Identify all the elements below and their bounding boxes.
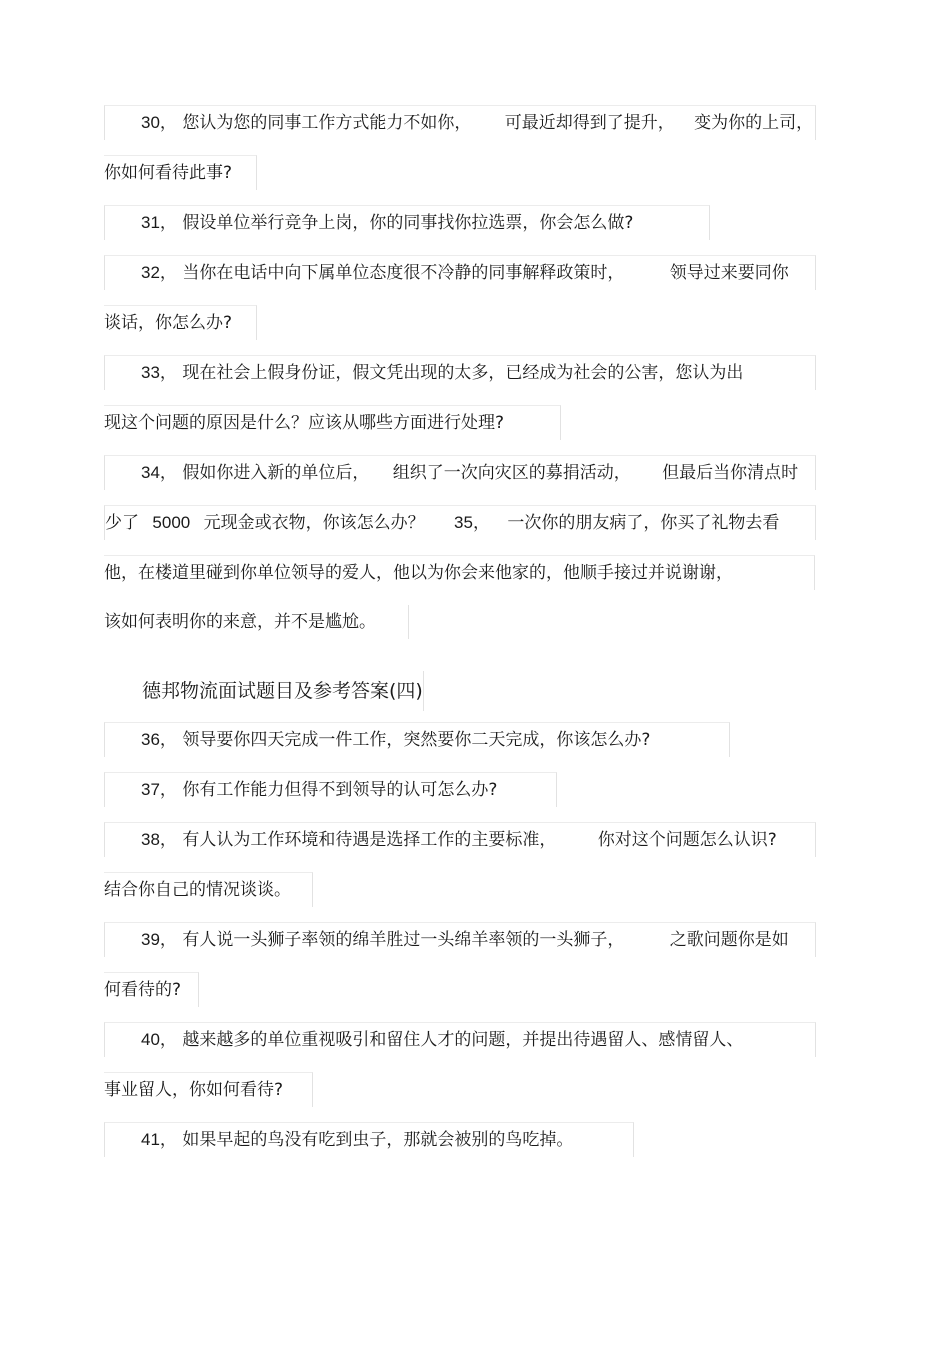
question-text: 您认为您的同事工作方式能力不如你，: [182, 113, 472, 133]
question-34-line-1: [104, 455, 816, 490]
question-text: 有人认为工作环境和待遇是选择工作的主要标准，: [182, 830, 557, 850]
question-number: 41，: [141, 1130, 177, 1149]
question-number: 30，: [141, 113, 177, 132]
question-30-line-1: [104, 105, 816, 140]
section-heading: 德邦物流面试题目及参考答案(四): [104, 671, 424, 711]
question-38-line-1: [104, 822, 816, 857]
question-33-line-1: [104, 355, 816, 390]
question-39-line-1: [104, 922, 816, 957]
question-35-line-2: [104, 555, 815, 590]
question-40-line-2: [104, 1072, 313, 1107]
question-text: 他，在楼道里碰到你单位领导的爱人，他以为你会来他家的，他顺手接过并说谢谢，: [104, 563, 733, 583]
question-text: 组织了一次向灾区的募捐活动，: [392, 463, 631, 483]
question-text: 变为你的上司，: [694, 113, 814, 133]
question-text: 假设单位举行竞争上岗，你的同事找你拉选票，你会怎么做?: [182, 213, 634, 233]
question-text: 何看待的?: [104, 980, 182, 1000]
question-number: 33，: [141, 363, 177, 382]
question-text: 事业留人，你如何看待?: [104, 1080, 284, 1100]
question-text: 你对这个问题怎么认识?: [597, 830, 777, 850]
question-text: 结合你自己的情况谈谈。: [104, 880, 291, 900]
question-34-line-2: [104, 505, 816, 540]
question-text: 该如何表明你的来意，并不是尴尬。: [104, 612, 376, 632]
question-41-line-1: [104, 1122, 634, 1157]
question-text: 有人说一头狮子率领的绵羊胜过一头绵羊率领的一头狮子，: [182, 930, 625, 950]
question-text: 少了: [105, 513, 139, 533]
question-37-line-1: [104, 772, 557, 807]
question-32-line-1: [104, 255, 816, 290]
question-number: 39，: [141, 930, 177, 949]
question-40-line-1: [104, 1022, 816, 1057]
question-33-line-2: [104, 405, 561, 440]
question-text: 谈话，你怎么办?: [104, 313, 233, 333]
question-text: 元现金或衣物，你该怎么办？: [203, 513, 425, 533]
question-text: 领导要你四天完成一件工作，突然要你二天完成，你该怎么办?: [182, 730, 651, 750]
question-text: 现在社会上假身份证，假文凭出现的太多，已经成为社会的公害，您认为出: [182, 363, 744, 383]
question-number: 38，: [141, 830, 177, 849]
question-number: 35，: [454, 513, 490, 532]
question-number: 32，: [141, 263, 177, 282]
question-39-line-2: [104, 972, 199, 1007]
question-text: 领导过来要同你: [669, 263, 789, 283]
question-text: 当你在电话中向下属单位态度很不冷静的同事解释政策时，: [182, 263, 625, 283]
question-text: 现这个问题的原因是什么？应该从哪些方面进行处理?: [104, 413, 505, 433]
question-30-line-2: [104, 155, 257, 190]
question-number: 36，: [141, 730, 177, 749]
question-31-line-1: [104, 205, 710, 240]
question-number: 37，: [141, 780, 177, 799]
question-text: 如果早起的鸟没有吃到虫子，那就会被别的鸟吃掉。: [182, 1130, 574, 1150]
question-text: 越来越多的单位重视吸引和留住人才的问题，并提出待遇留人、感情留人、: [182, 1030, 744, 1050]
question-text: 可最近却得到了提升，: [504, 113, 675, 133]
question-38-line-2: [104, 872, 313, 907]
question-text: 但最后当你清点时: [662, 463, 799, 483]
question-number: 40，: [141, 1030, 177, 1049]
question-35-line-3: [104, 605, 409, 639]
question-32-line-2: [104, 305, 257, 340]
question-text: 一次你的朋友病了，你买了礼物去看: [507, 513, 780, 533]
question-text: 假如你进入新的单位后，: [182, 463, 370, 483]
question-36-line-1: [104, 722, 730, 757]
amount-value: 5000: [152, 513, 191, 532]
question-text: 之歌问题你是如: [669, 930, 789, 950]
question-number: 31，: [141, 213, 177, 232]
question-text: 你如何看待此事?: [104, 163, 233, 183]
question-number: 34，: [141, 463, 177, 482]
question-text: 你有工作能力但得不到领导的认可怎么办?: [182, 780, 498, 800]
